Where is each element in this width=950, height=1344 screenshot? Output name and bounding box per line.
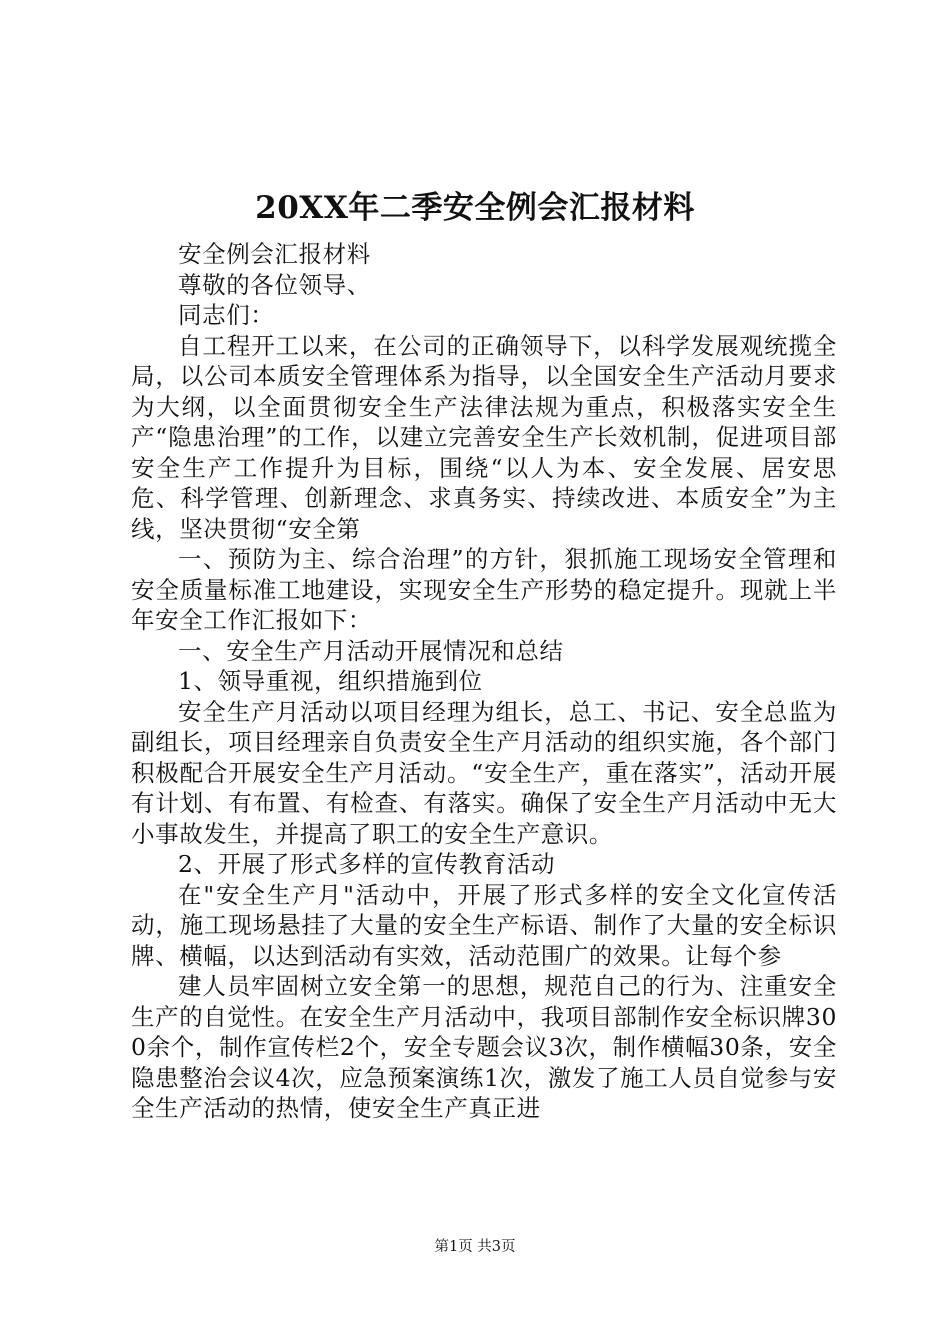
- paragraph-heading: 安全例会汇报材料: [178, 240, 371, 268]
- subsection-heading-2: 2、开展了形式多样的宣传教育活动: [178, 850, 556, 878]
- document-title: 20XX年二季安全例会汇报材料: [255, 190, 695, 226]
- paragraph-policy: 一、预防为主、综合治理”的方针，狠抓施工现场安全管理和安全质量标准工地建设，实现安全生产形势的稳定提升。现就上半年安全工作汇报如下：: [131, 545, 837, 634]
- paragraph-publicity: 在"安全生产月"活动中，开展了形式多样的安全文化宣传活动，施工现场悬挂了大量的安全生产标语、制作了大量的安全标识牌、横幅，以达到活动有实效，活动范围广的效果。让每个参: [131, 880, 837, 970]
- section-heading-1: 一、安全生产月活动开展情况和总结: [178, 636, 564, 665]
- paragraph-activities: 建人员牢固树立安全第一的思想，规范自己的行为、注重安全生产的自觉性。在安全生产月活动中，我项目部制作安全标识牌300余个，制作宣传栏2个，安全专题会议3次，制作横幅30条，安全隐患整治会议4次，应急预案演练1次，激发了施工人员自觉参与安全生产活动的热情，使安全生产真正进: [131, 972, 837, 1122]
- paragraph-salutation-1: 尊敬的各位领导、: [178, 270, 371, 299]
- paragraph-leadership: 安全生产月活动以项目经理为组长，总工、书记、安全总监为副组长，项目经理亲自负责安全生产月活动的组织实施，各个部门积极配合开展安全生产月活动。“安全生产，重在落实”，活动开展有计划、有布置、有检查、有落实。确保了安全生产月活动中无大小事故发生，并提高了职工的安全生产意识。: [131, 697, 837, 848]
- document-body: [131, 239, 837, 1124]
- page-number-footer: 第1页 共3页: [434, 1239, 516, 1255]
- subsection-heading-1: 1、领导重视，组织措施到位: [178, 667, 483, 695]
- paragraph-salutation-2: 同志们：: [178, 301, 275, 329]
- paragraph-intro: 自工程开工以来，在公司的正确领导下，以科学发展观统揽全局，以公司本质安全管理体系为指导，以全国安全生产活动月要求为大纲，以全面贯彻安全生产法律法规为重点，积极落实安全生产“隐患治理”的工作，以建立完善安全生产长效机制，促进项目部安全生产工作提升为目标，围绕“以人为本、安全发展、居安思危、科学管理、创新理念、求真务实、持续改进、本质安全”为主线，坚决贯彻“安全第: [131, 331, 837, 543]
